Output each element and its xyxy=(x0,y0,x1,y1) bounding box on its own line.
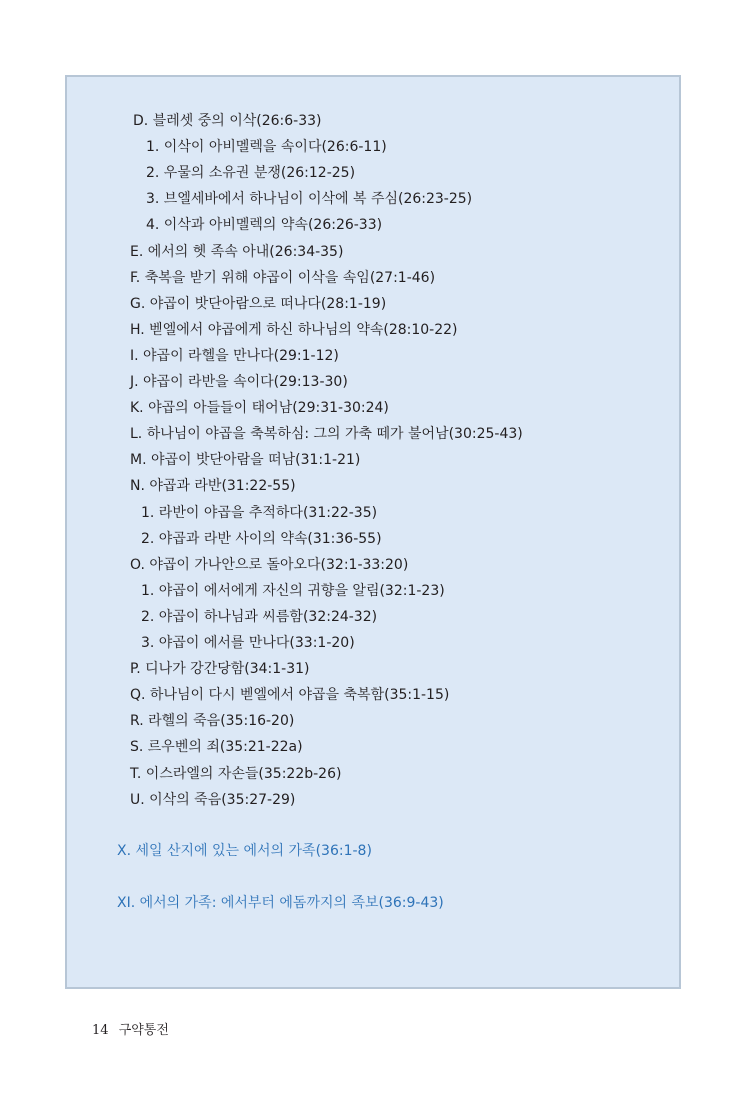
outline-item: 2. 우물의 소유권 분쟁(26:12-25) xyxy=(146,165,356,182)
outline-item: U. 이삭의 죽음(35:27-29) xyxy=(130,791,296,808)
outline-item: O. 야곱이 가나안으로 돌아오다(32:1-33:20) xyxy=(130,556,409,573)
outline-item: D. 블레셋 중의 이삭(26:6-33) xyxy=(133,113,322,129)
outline-item: I. 야곱이 라헬을 만나다(29:1-12) xyxy=(130,347,339,364)
outline-section-heading: XI. 에서의 가족: 에서부터 에돔까지의 족보(36:9-43) xyxy=(117,895,444,911)
outline-item: L. 하나님이 야곱을 축복하심: 그의 가축 떼가 불어남(30:25-43) xyxy=(130,426,523,443)
outline-item: 4. 이삭과 아비멜렉의 약속(26:26-33) xyxy=(146,217,383,234)
outline-item: 2. 야곱과 라반 사이의 약속(31:36-55) xyxy=(141,530,382,547)
outline-item: S. 르우벤의 죄(35:21-22a) xyxy=(130,739,303,756)
outline-item: R. 라헬의 죽음(35:16-20) xyxy=(130,713,295,730)
outline-item: E. 에서의 헷 족속 아내(26:34-35) xyxy=(130,243,344,260)
outline-item: F. 축복을 받기 위해 야곱이 이삭을 속임(27:1-46) xyxy=(130,269,436,286)
outline-item: H. 벧엘에서 야곱에게 하신 하나님의 약속(28:10-22) xyxy=(130,321,458,338)
outline-item: 2. 야곱이 하나님과 씨름함(32:24-32) xyxy=(141,608,378,625)
outline-item: N. 야곱과 라반(31:22-55) xyxy=(130,478,296,495)
outline-item: P. 디나가 강간당함(34:1-31) xyxy=(130,661,310,678)
outline-item: J. 야곱이 라반을 속이다(29:13-30) xyxy=(130,374,348,390)
outline-section-heading: X. 세일 산지에 있는 에서의 가족(36:1-8) xyxy=(117,843,372,859)
outline-item: T. 이스라엘의 자손들(35:22b-26) xyxy=(130,765,342,782)
outline-item: G. 야곱이 밧단아람으로 떠나다(28:1-19) xyxy=(130,295,387,312)
page-footer xyxy=(92,1022,169,1040)
outline-item: K. 야곱의 아들들이 태어남(29:31-30:24) xyxy=(130,400,389,417)
outline-item: 3. 야곱이 에서를 만나다(33:1-20) xyxy=(141,635,355,651)
outline-item: 1. 이삭이 아비멜렉을 속이다(26:6-11) xyxy=(146,139,387,156)
outline-item: 1. 라반이 야곱을 추적하다(31:22-35) xyxy=(141,504,378,521)
outline-item: 3. 브엘세바에서 하나님이 이삭에 복 주심(26:23-25) xyxy=(146,191,473,208)
book-title: 구약통전 xyxy=(118,1023,169,1038)
outline-item: M. 야곱이 밧단아람을 떠남(31:1-21) xyxy=(130,452,361,469)
page-number: 14 xyxy=(92,1023,109,1038)
outline-item: Q. 하나님이 다시 벧엘에서 야곱을 축복함(35:1-15) xyxy=(130,687,450,704)
outline-item: 1. 야곱이 에서에게 자신의 귀향을 알림(32:1-23) xyxy=(141,582,445,599)
